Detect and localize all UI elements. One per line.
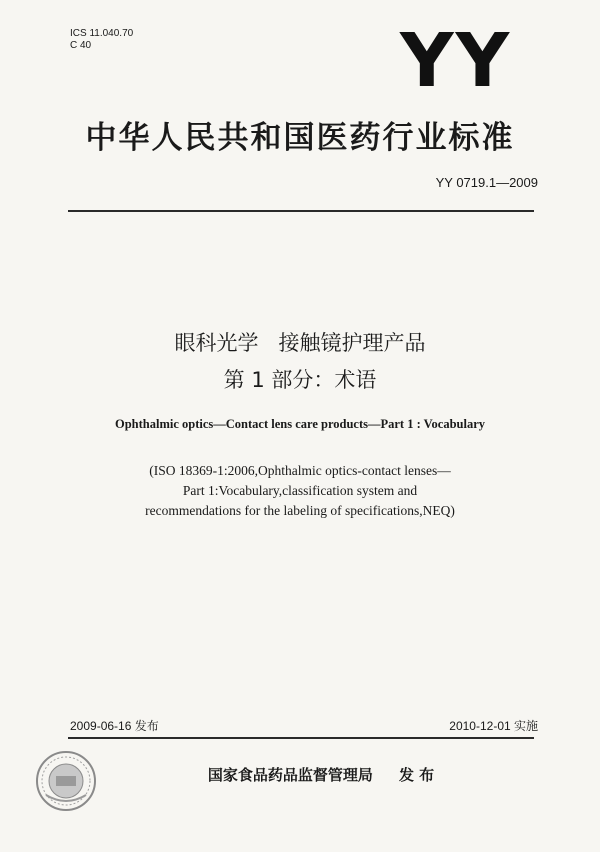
ccs-code: C 40: [70, 40, 92, 51]
iso-reference-line: (ISO 18369-1:2006,Ophthalmic optics-contact lenses—: [149, 463, 451, 478]
implementation-date: 2010-12-01 实施: [449, 719, 538, 733]
classification-codes: [70, 28, 133, 52]
yy-logo: YY: [400, 18, 512, 104]
iso-reference-line: recommendations for the labeling of specifications,NEQ): [145, 503, 455, 518]
iso-reference: [0, 461, 600, 521]
iso-reference-line: Part 1:Vocabulary,classification system and: [182, 483, 418, 498]
standard-title: 中华人民共和国医药行业标准: [85, 120, 515, 156]
issuing-authority: 国家食品药品监督管理局 发 布: [207, 766, 435, 784]
chinese-title-line-1: 眼科光学 接触镜护理产品: [174, 331, 426, 355]
chinese-title-line-2: 第 1 部分：术语: [223, 368, 377, 392]
standard-number: YY 0719.1—2009: [435, 175, 538, 190]
ics-code: ICS 11.040.70: [70, 28, 134, 39]
bottom-divider: [68, 737, 534, 739]
english-title: Ophthalmic optics—Contact lens care products—Part 1 : Vocabulary: [114, 417, 486, 431]
top-divider: [68, 210, 534, 212]
issue-date: 2009-06-16 发布: [70, 719, 159, 733]
